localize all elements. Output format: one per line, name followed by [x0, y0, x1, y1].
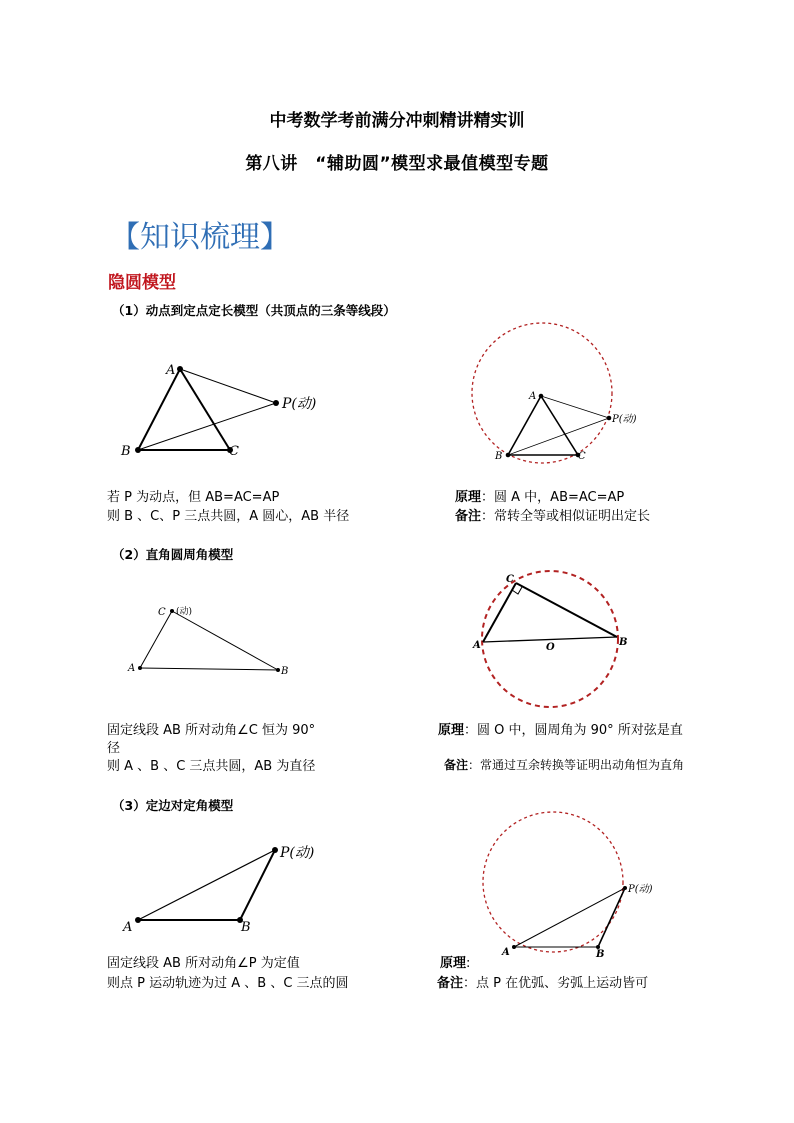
model2-principle: 原理：圆 O 中，圆周角为 90° 所对弦是直 — [438, 723, 683, 738]
model2-heading: （2）直角圆周角模型 — [112, 547, 234, 562]
model3-note: 备注：点 P 在优弧、劣弧上运动皆可 — [437, 976, 649, 991]
model3-left-figure — [115, 838, 345, 938]
section-title: 隐圆模型 — [108, 273, 176, 293]
label-A: A — [502, 947, 510, 958]
model3-condition: 固定线段 AB 所对动角∠P 为定值 — [107, 956, 300, 971]
model2-condition-cont: 径 — [107, 741, 121, 756]
label-P: P(动) — [282, 396, 317, 412]
label-C: C — [229, 444, 239, 459]
document-title: 中考数学考前满分冲刺精讲精实训 — [269, 111, 525, 131]
label-P: P(动) — [628, 884, 653, 895]
model3-heading: （3）定边对定角模型 — [112, 798, 234, 813]
model2-right-figure — [470, 568, 635, 713]
label-P: P(动) — [280, 845, 315, 861]
model1-note: 备注：常转全等或相似证明出定长 — [455, 509, 651, 524]
label-A: A — [529, 391, 537, 402]
model3-conclusion: 则点 P 运动轨迹为过 A 、B 、C 三点的圆 — [107, 976, 349, 991]
label-dynamic: (动) — [176, 607, 193, 617]
label-B: B — [619, 637, 628, 648]
label-A: A — [166, 363, 176, 378]
model3-principle: 原理: — [440, 956, 471, 971]
label-A: A — [128, 663, 136, 674]
label-B: B — [121, 444, 131, 459]
label-C: C — [506, 574, 514, 585]
label-O: O — [546, 642, 555, 653]
model1-heading: （1）动点到定点定长模型（共顶点的三条等线段） — [112, 303, 396, 318]
label-P: P(动) — [612, 414, 637, 425]
label-A: A — [123, 920, 133, 935]
label-C: C — [578, 451, 586, 462]
label-B: B — [241, 920, 251, 935]
label-B: B — [495, 451, 503, 462]
model2-left-figure — [120, 598, 300, 683]
model1-right-figure — [470, 318, 637, 468]
knowledge-banner: 【知识梳理】 — [110, 220, 290, 255]
label-B: B — [281, 666, 289, 677]
lecture-title: 第八讲 “辅助圆”模型求最值模型专题 — [245, 154, 549, 174]
label-B: B — [596, 949, 605, 960]
model1-conclusion: 则 B 、C、P 三点共圆，A 圆心，AB 半径 — [107, 509, 350, 524]
label-C: C — [158, 607, 166, 618]
model1-principle: 原理：圆 A 中，AB=AC=AP — [455, 490, 625, 505]
model1-left-figure — [110, 355, 340, 465]
model3-right-figure — [478, 812, 658, 962]
label-A: A — [473, 640, 481, 651]
model2-note: 备注：常通过互余转换等证明出动角恒为直角 — [444, 758, 685, 772]
model1-condition: 若 P 为动点，但 AB=AC=AP — [107, 490, 280, 505]
model2-conclusion: 则 A 、B 、C 三点共圆，AB 为直径 — [107, 759, 316, 774]
model2-condition: 固定线段 AB 所对动角∠C 恒为 90° — [107, 723, 316, 738]
